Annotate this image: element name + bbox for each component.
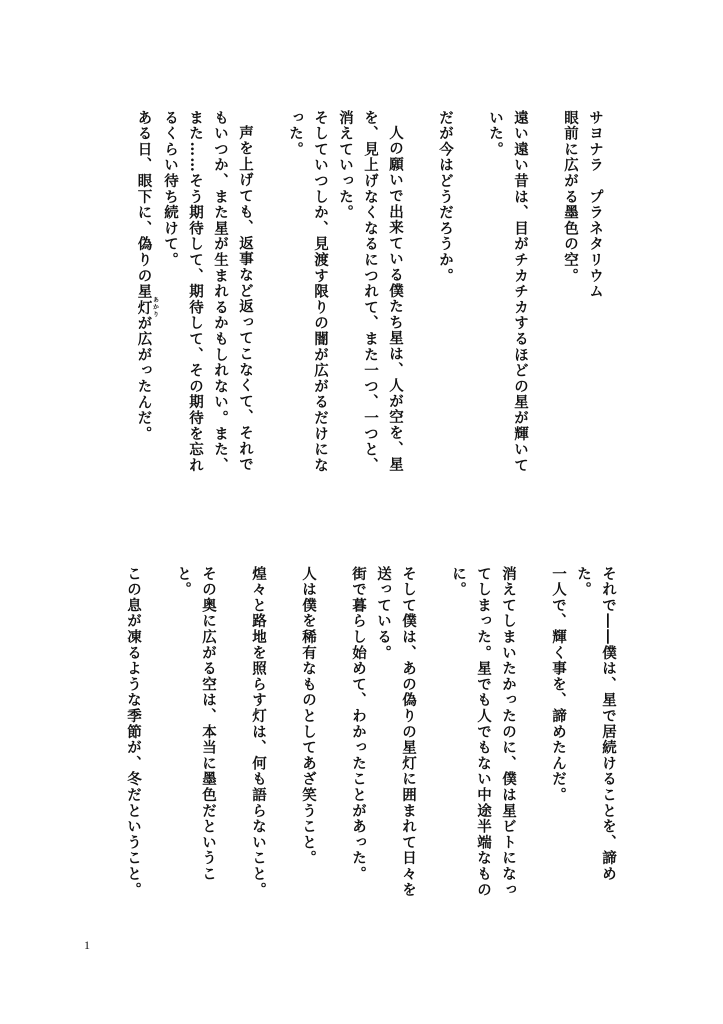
story-section-1 (88, 110, 608, 480)
story-line-8: それで――僕は、星で居続けることを、諦めた。 (575, 566, 617, 882)
ruby-akari (135, 296, 159, 319)
ruby-reading: あかり (151, 296, 159, 319)
story-line-11: そして僕は、あの偽りの星灯に囲まれて日々を送っている。 (375, 566, 417, 898)
ruby-base: 灯 (135, 296, 153, 319)
story-line-6: 声を上げても、返事など返ってこなくて、それでもいつか、また星が生まれるかもしれない。また、また……そう期待して、期待して、その期待を忘れるくらい待ち続けて。 (162, 110, 254, 474)
story-line-14: 煌々と路地を照らす灯は、何も語らないこと。 (250, 566, 267, 898)
story-line-9: 一人で、輝く事を、諦めたんだ。 (550, 566, 567, 803)
story-line-12: 街で暮らし始めて、わかったことがあった。 (350, 566, 367, 882)
story-line-4: 人の願いで出来ている僕たち星は、人が空を、星を、見上げなくなるにつれて、また一つ、一つと、消えていった。 (337, 110, 404, 474)
story-line-7 (132, 110, 159, 480)
story-line-7-end: が広がったんだ。 (135, 315, 153, 442)
story-title: サヨナラ プラネタリウム (587, 110, 604, 300)
story-line-16: この息が凍るような季節が、冬だということ。 (125, 566, 142, 898)
story-line-13: 人は僕を稀有なものとしてあざ笑うこと。 (300, 566, 317, 867)
story-line-5: そしていつしか、見渡す限りの闇が広がるだけになった。 (287, 110, 329, 474)
story-line-7-text: ある日、眼下に、偽りの星 (135, 110, 153, 300)
story-line-10: 消えてしまいたかったのに、僕は星ビトになってしまった。星でも人でもない中途半端なものに。 (450, 566, 517, 898)
story-section-2 (101, 566, 621, 906)
story-line-1: 眼前に広がる墨色の空。 (562, 110, 579, 284)
story-line-15: その奥に広がる空は、本当に墨色だということ。 (175, 566, 217, 882)
page-number: 1 (84, 938, 90, 952)
story-line-2: 遠い遠い昔は、目がチカチカするほどの星が輝いていた。 (487, 110, 529, 474)
story-line-3: だが今はどうだろうか。 (437, 110, 454, 284)
